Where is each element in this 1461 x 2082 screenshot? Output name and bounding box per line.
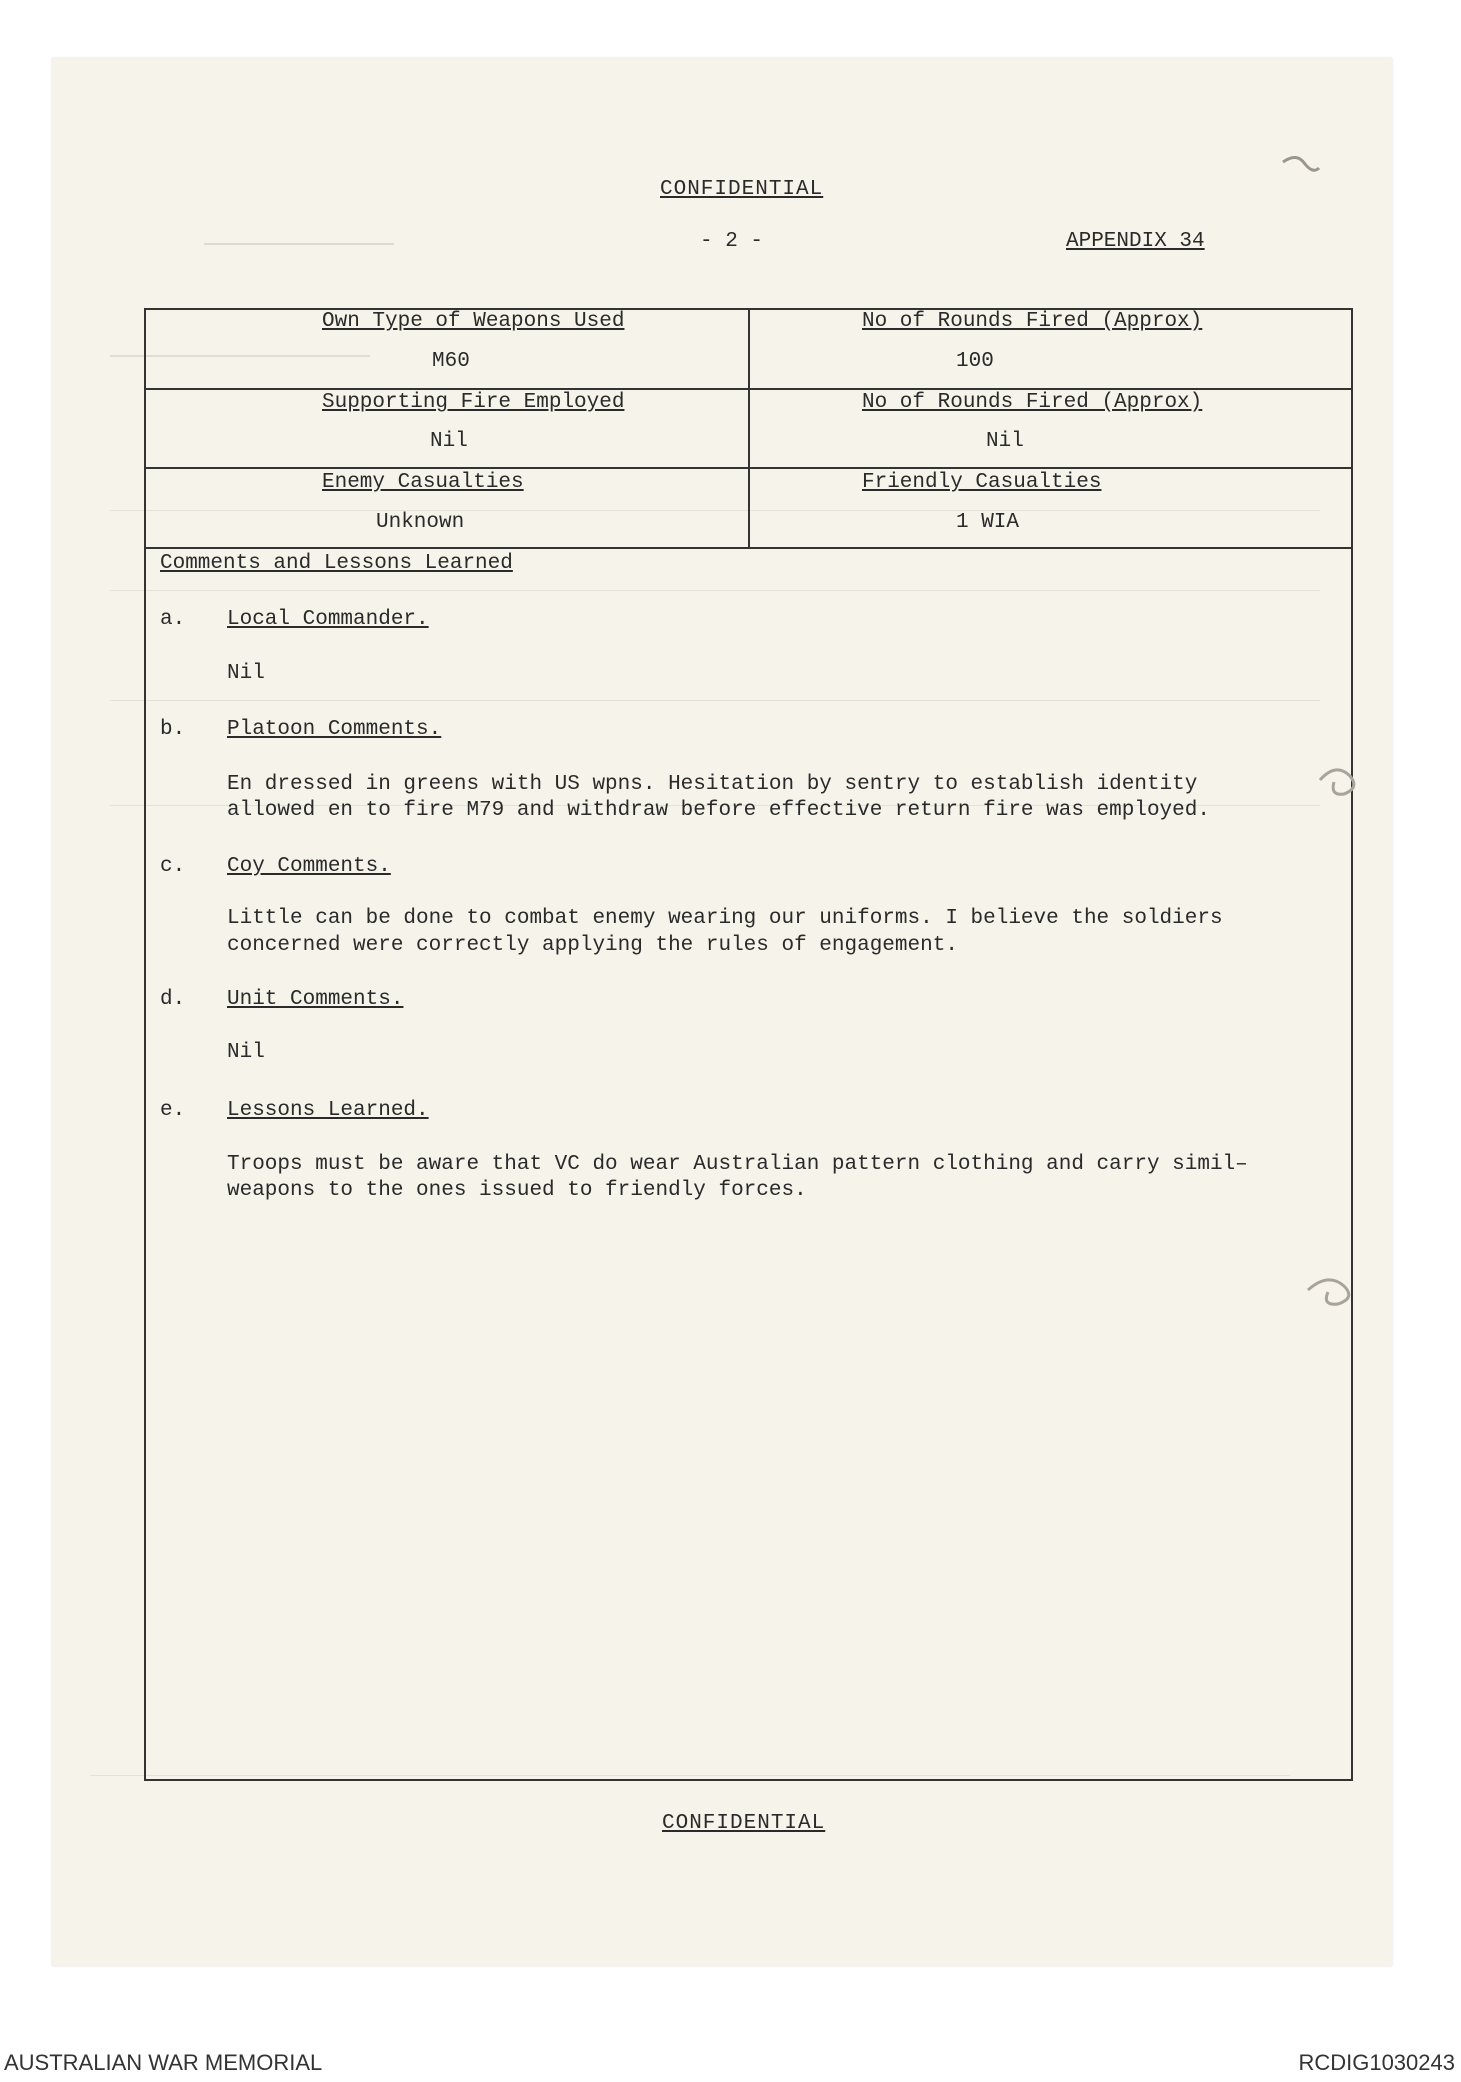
friendly-casualties-label: Friendly Casualties — [862, 471, 1102, 494]
section-text: Nil — [227, 662, 265, 685]
page-number: - 2 - — [700, 230, 764, 253]
appendix-label: APPENDIX 34 — [1066, 230, 1205, 253]
punch-hole-mark — [1300, 1260, 1370, 1320]
rounds-fired-value-1: 100 — [956, 350, 994, 373]
section-letter: a. — [160, 608, 186, 631]
section-title-coy-comments: Coy Comments. — [227, 855, 391, 878]
rounds-fired-label-1: No of Rounds Fired (Approx) — [862, 310, 1203, 333]
section-text: concerned were correctly applying the rules of engagement. — [227, 934, 958, 957]
row-divider — [144, 547, 1353, 549]
record-id: RCDIG1030243 — [1298, 2050, 1455, 2075]
institution-label: AUSTRALIAN WAR MEMORIAL — [4, 2050, 323, 2075]
bleed-through-mark — [204, 243, 394, 245]
supporting-fire-label: Supporting Fire Employed — [322, 391, 625, 414]
section-text: Troops must be aware that VC do wear Australian pattern clothing and carry simil– — [227, 1153, 1248, 1176]
section-title-local-commander: Local Commander. — [227, 608, 429, 631]
section-text: allowed en to fire M79 and withdraw before effective return fire was employed. — [227, 799, 1210, 822]
section-text: En dressed in greens with US wpns. Hesitation by sentry to establish identity — [227, 773, 1198, 796]
section-text: Little can be done to combat enemy wearing our uniforms. I believe the soldiers — [227, 907, 1223, 930]
section-title-lessons-learned: Lessons Learned. — [227, 1099, 429, 1122]
supporting-fire-value: Nil — [430, 430, 468, 453]
section-title-unit-comments: Unit Comments. — [227, 988, 404, 1011]
comments-heading: Comments and Lessons Learned — [160, 552, 513, 575]
column-divider — [748, 308, 750, 547]
own-weapons-label: Own Type of Weapons Used — [322, 310, 625, 333]
section-text: weapons to the ones issued to friendly forces. — [227, 1179, 807, 1202]
rounds-fired-value-2: Nil — [986, 430, 1024, 453]
rounds-fired-label-2: No of Rounds Fired (Approx) — [862, 391, 1203, 414]
section-title-platoon-comments: Platoon Comments. — [227, 718, 442, 741]
own-weapons-value: M60 — [432, 350, 470, 373]
section-letter: c. — [160, 855, 186, 878]
enemy-casualties-label: Enemy Casualties — [322, 471, 524, 494]
enemy-casualties-value: Unknown — [376, 511, 465, 534]
punch-hole-mark — [1310, 752, 1370, 812]
section-letter: e. — [160, 1099, 186, 1122]
footer-classification: CONFIDENTIAL — [662, 1812, 826, 1835]
section-text: Nil — [227, 1041, 265, 1064]
friendly-casualties-value: 1 WIA — [956, 511, 1020, 534]
section-letter: d. — [160, 988, 186, 1011]
section-letter: b. — [160, 718, 186, 741]
staple-mark — [1275, 148, 1325, 188]
header-classification: CONFIDENTIAL — [660, 178, 824, 201]
